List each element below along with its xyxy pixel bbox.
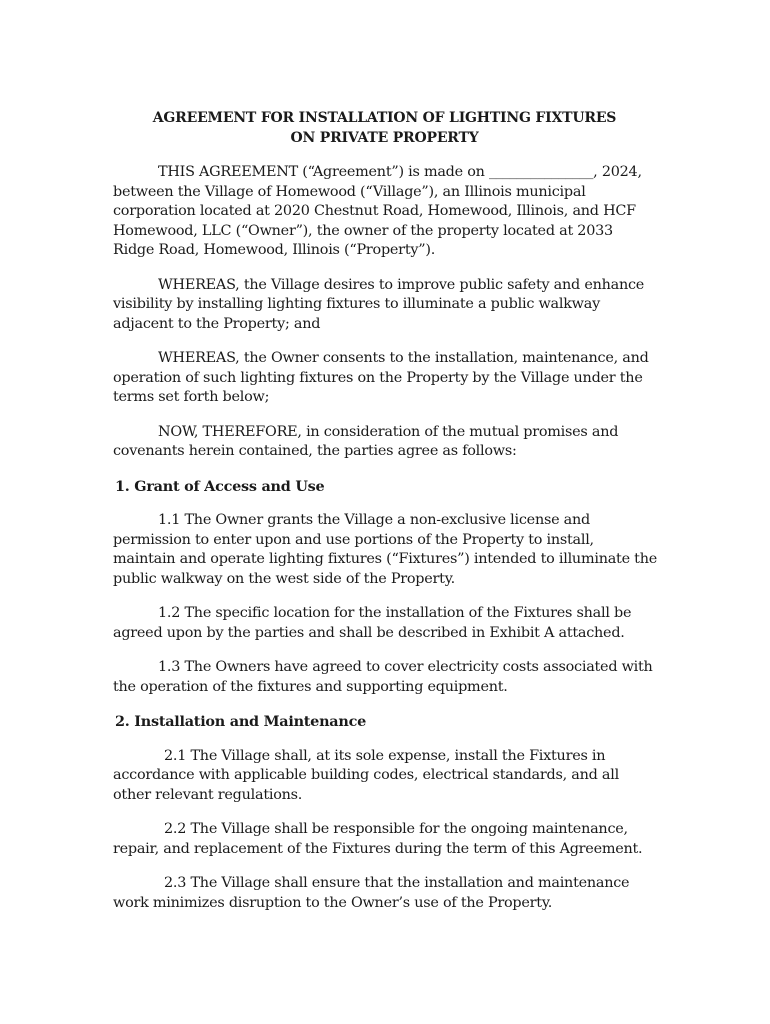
- document-body: [113, 163, 658, 928]
- clause-1-1: 1.1 The Owner grants the Village a non-exclusive license and permission to enter upon and use portions of the Property to install, maintain and operate lighting fixtures (“Fixtures”) intended to illuminate the public walkway on the west side of the Property.: [113, 512, 657, 587]
- clause-2-2: 2.2 The Village shall be responsible for the ongoing maintenance, repair, and replacement of the Fixtures during the term of this Agreement.: [113, 821, 643, 857]
- document-title: [113, 108, 656, 148]
- intro-paragraph: THIS AGREEMENT (“Agreement”) is made on _______________, 2024, between the Village of Homewood (“Village”), an Illinois municipal corporation located at 2020 Chestnut Road, Homewood, Illinois, and HCF Homewood, LLC (“Owner”), the owner of the property located at 2033 Ridge Road, Homewood, Illinois (“Property”).: [113, 164, 642, 258]
- section-1-heading: 1. Grant of Access and Use: [115, 477, 325, 495]
- now-therefore-paragraph: NOW, THEREFORE, in consideration of the mutual promises and covenants herein contained, the parties agree as follows:: [113, 423, 619, 459]
- clause-2-1: 2.1 The Village shall, at its sole expense, install the Fixtures in accordance with applicable building codes, electrical standards, and all other relevant regulations.: [113, 747, 619, 803]
- whereas-paragraph-1: WHEREAS, the Village desires to improve public safety and enhance visibility by installing lighting fixtures to illuminate a public walkway adjacent to the Property; and: [113, 276, 645, 332]
- clause-1-2: 1.2 The specific location for the installation of the Fixtures shall be agreed upon by the parties and shall be described in Exhibit A attached.: [113, 605, 632, 641]
- clause-1-3: 1.3 The Owners have agreed to cover electricity costs associated with the operation of the fixtures and supporting equipment.: [113, 659, 653, 695]
- section-2-heading: 2. Installation and Maintenance: [115, 713, 367, 730]
- clause-2-3: 2.3 The Village shall ensure that the installation and maintenance work minimizes disruption to the Owner’s use of the Property.: [113, 875, 630, 911]
- title-line-1: AGREEMENT FOR INSTALLATION OF LIGHTING FIXTURES: [152, 110, 617, 126]
- title-line-2: ON PRIVATE PROPERTY: [290, 130, 479, 146]
- whereas-paragraph-2: WHEREAS, the Owner consents to the installation, maintenance, and operation of such lighting fixtures on the Property by the Village under the terms set forth below;: [113, 350, 649, 405]
